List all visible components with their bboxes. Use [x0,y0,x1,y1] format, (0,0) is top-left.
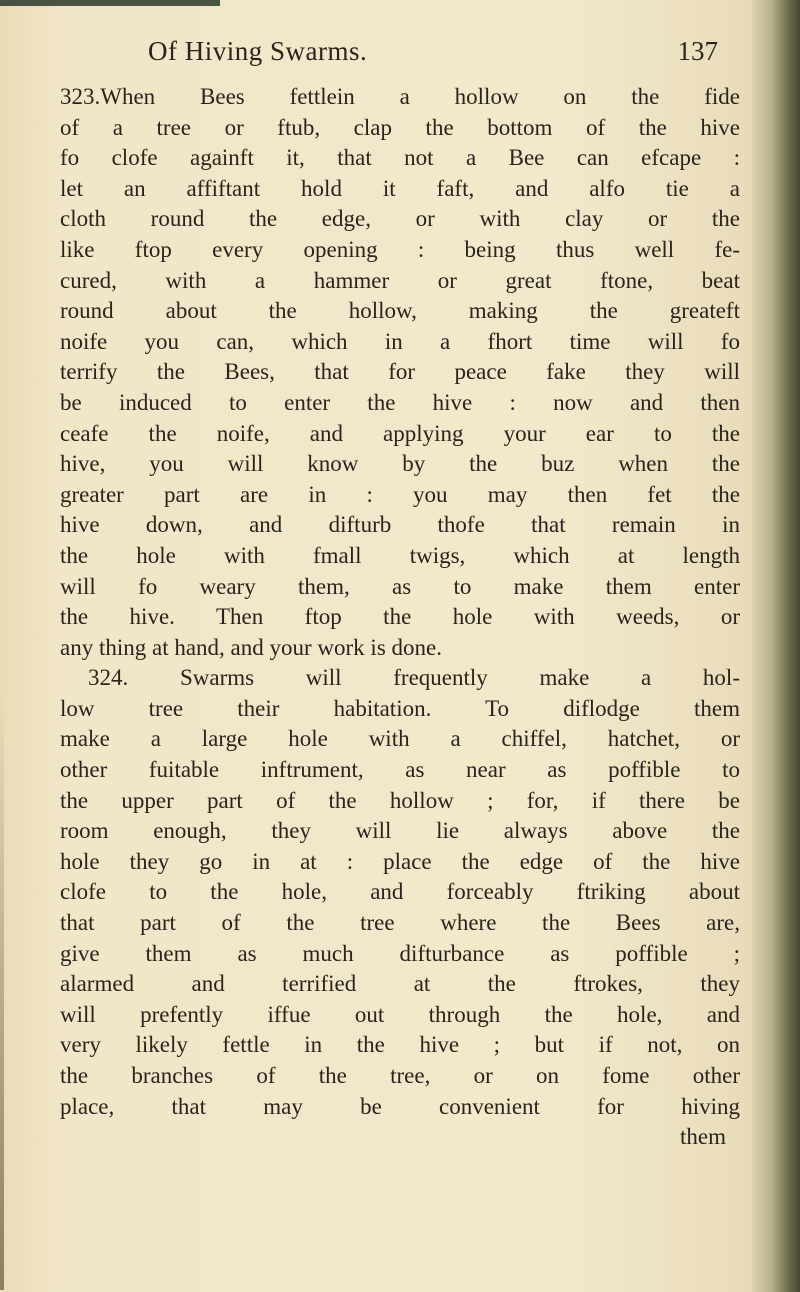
text-line: the branches of the tree, or on fome other [60,1063,740,1088]
text-line: ceafe the noife, and applying your ear to the [60,420,740,446]
text-line: of a tree or ftub, clap the bottom of the hive [60,114,740,140]
gutter-shadow [0,690,4,1290]
text-line: be induced to enter the hive : now and then [60,389,740,415]
text-line: 324. Swarms will frequently make a hol- [88,665,740,691]
page-edge-shadow [0,0,220,6]
text-line: terrify the Bees, that for peace fake they will [60,359,740,385]
catchword: them [680,1124,726,1150]
text-line: cloth round the edge, or with clay or the [60,206,740,232]
text-line: alarmed and terrified at the ftrokes, they [60,971,740,997]
page-header [148,36,718,84]
body-text [60,82,740,1153]
text-line: any thing at hand, and your work is done. [60,634,442,660]
text-line: low tree their habitation. To diflodge them [60,695,740,721]
text-line: let an affiftant hold it faft, and alfo tie a [60,175,740,201]
text-line: will prefently iffue out through the hole, and [60,1001,740,1027]
text-line: hive down, and difturb thofe that remain in [60,512,740,538]
text-line: that part of the tree where the Bees are, [60,910,740,936]
text-line: like ftop every opening : being thus well fe- [60,236,740,262]
text-line: other fuitable inftrument, as near as poffible to [60,757,740,783]
text-line: very likely fettle in the hive ; but if not, on [60,1032,740,1058]
text-line: greater part are in : you may then fet the [60,481,740,507]
page-edge-binding [752,0,800,1292]
text-line: cured, with a hammer or great ftone, beat [60,267,740,293]
text-line: place, that may be convenient for hiving [60,1093,740,1119]
text-line: give them as much difturbance as poffible ; [60,940,740,966]
running-title: Of Hiving Swarms. [148,36,368,66]
page-number: 137 [677,36,718,66]
text-line: make a large hole with a chiffel, hatchet, or [60,726,740,752]
text-line: fo clofe againft it, that not a Bee can efcape : [60,145,740,171]
text-line: hole they go in at : place the edge of the hive [60,848,740,874]
text-line: noife you can, which in a fhort time will fo [60,328,740,354]
text-line: 323.When Bees fettlein a hollow on the fide [60,84,740,109]
text-line: the upper part of the hollow ; for, if there be [60,787,740,813]
text-line: hive, you will know by the buz when the [60,451,740,477]
text-line: the hole with fmall twigs, which at length [60,542,740,568]
text-line: clofe to the hole, and forceably ftriking about [60,879,740,905]
text-line: the hive. Then ftop the hole with weeds, or [60,604,740,630]
text-line: will fo weary them, as to make them enter [60,573,740,599]
text-line: round about the hollow, making the greateft [60,298,740,324]
text-line: room enough, they will lie always above the [60,818,740,844]
